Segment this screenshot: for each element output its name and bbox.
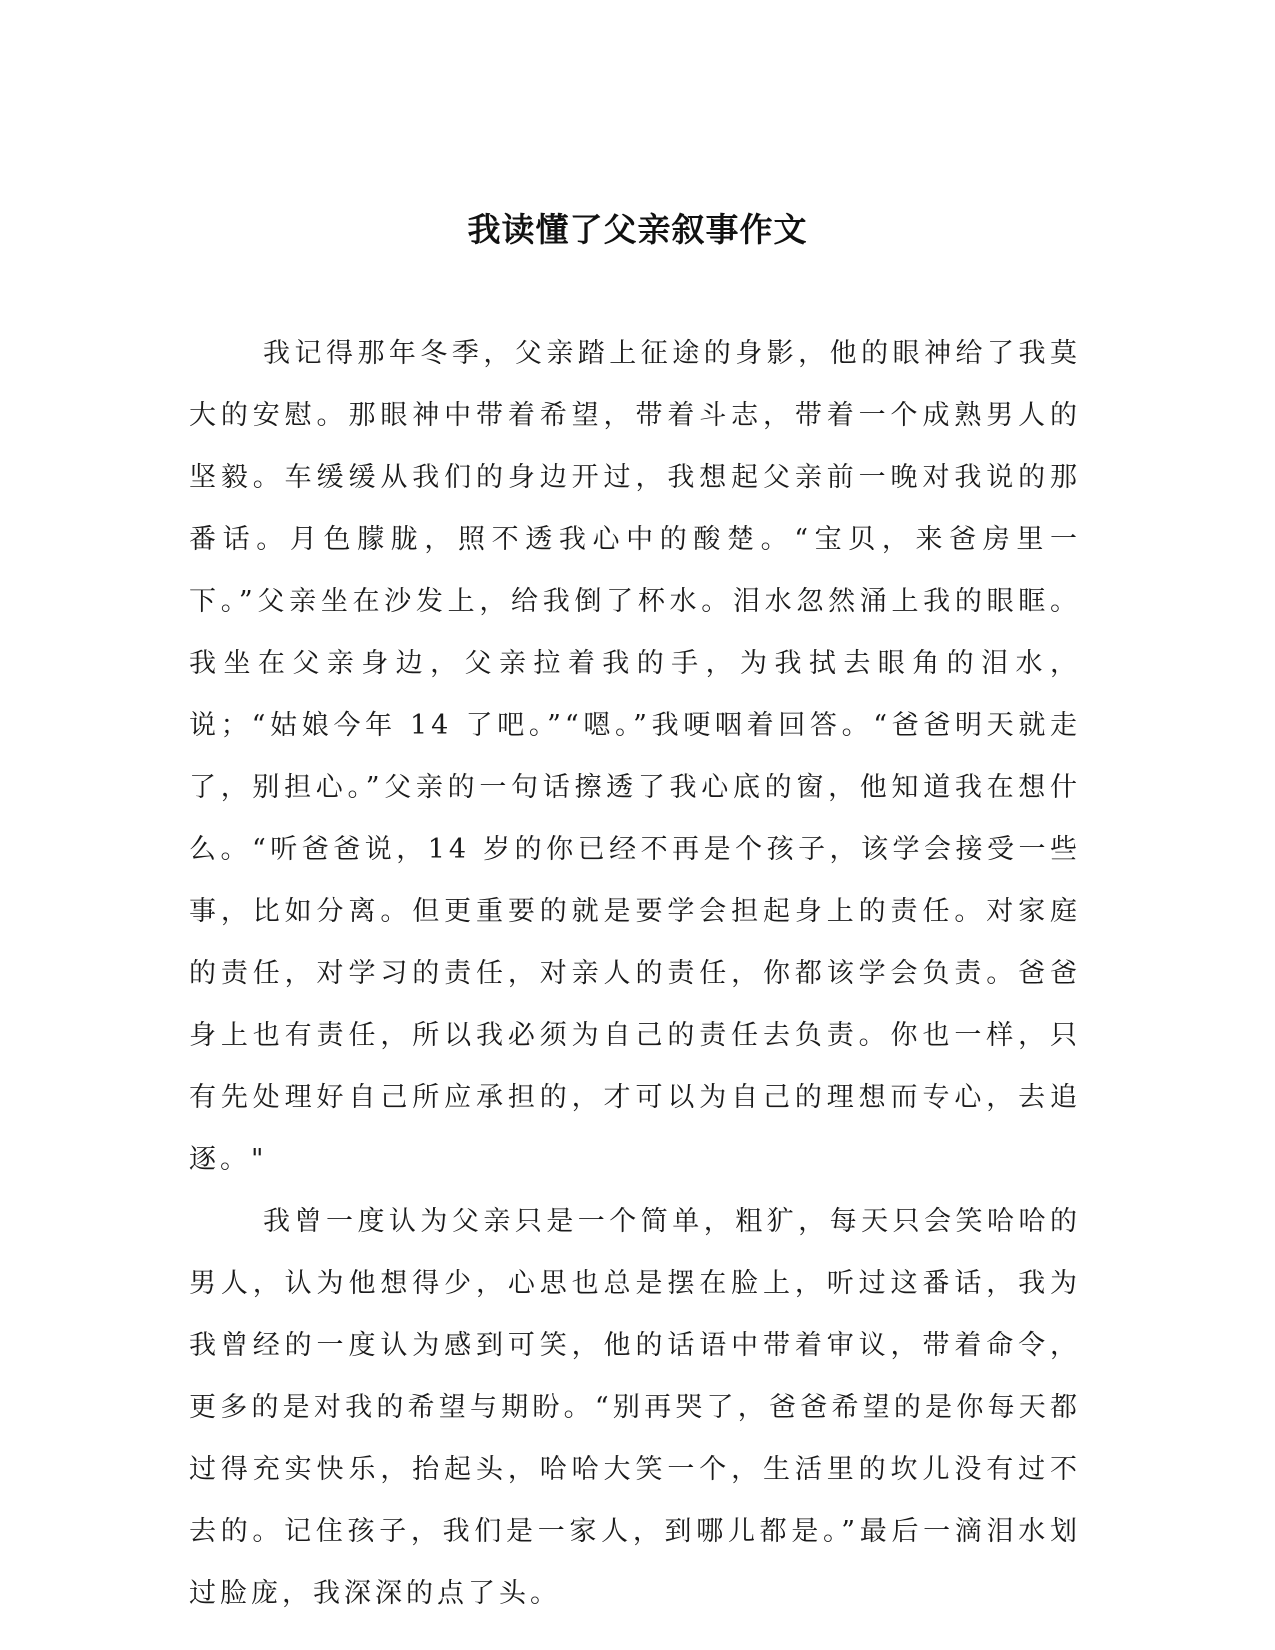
paragraph-1: 我记得那年冬季，父亲踏上征途的身影，他的眼神给了我莫大的安慰。那眼神中带着希望，带着斗志，带着一个成熟男人的坚毅。车缓缓从我们的身边开过，我想起父亲前一晚对我说的那番话。月色朦胧，照不透我心中的酸楚。“宝贝，来爸房里一下。”父亲坐在沙发上，给我倒了杯水。泪水忽然涌上我的眼眶。我坐在父亲身边，父亲拉着我的手，为我拭去眼角的泪水，说；“姑娘今年 14 了吧。”“嗯。”我哽咽着回答。“爸爸明天就走了，别担心。”父亲的一句话擦透了我心底的窗，他知道我在想什么。“听爸爸说，14 岁的你已经不再是个孩子，该学会接受一些事，比如分离。但更重要的就是要学会担起身上的责任。对家庭的责任，对学习的责任，对亲人的责任，你都该学会负责。爸爸身上也有责任，所以我必须为自己的责任去负责。你也一样，只有先处理好自己所应承担的，才可以为自己的理想而专心，去追逐。" bbox=[189, 338, 1081, 1175]
document-title: 我读懂了父亲叙事作文 bbox=[467, 210, 808, 249]
paragraph-2: 我曾一度认为父亲只是一个简单，粗犷，每天只会笑哈哈的男人，认为他想得少，心思也总是摆在脸上，听过这番话，我为我曾经的一度认为感到可笑，他的话语中带着审议，带着命令，更多的是对我的希望与期盼。“别再哭了，爸爸希望的是你每天都过得充实快乐，抬起头，哈哈大笑一个，生活里的坎儿没有过不去的。记住孩子，我们是一家人，到哪儿都是。”最后一滴泪水划过脸庞，我深深的点了头。 bbox=[189, 1206, 1081, 1609]
document-body bbox=[189, 323, 1081, 1625]
